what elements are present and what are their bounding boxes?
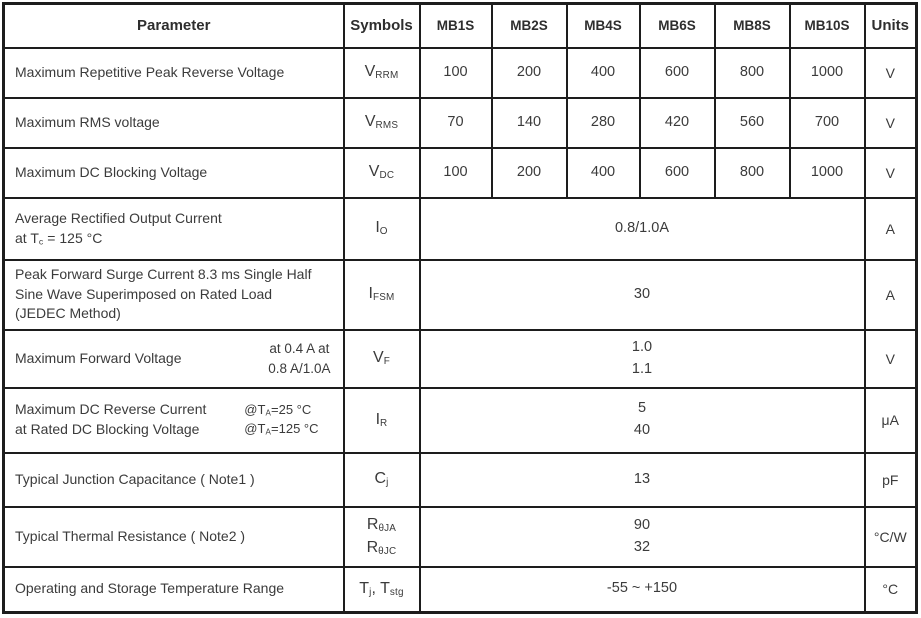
column-header-units: Units <box>865 4 917 48</box>
unit-cell-vrrm: V <box>865 48 917 98</box>
column-header-mb2s: MB2S <box>492 4 567 48</box>
value-cell-ifsm <box>420 260 865 330</box>
value-cell-tstg <box>420 567 865 613</box>
parameter-cell-vdc <box>4 148 344 198</box>
table-row-ir <box>4 388 917 453</box>
text-line: Maximum DC Blocking Voltage <box>15 163 208 180</box>
text-line: $@T_A=125$ °C <box>244 421 319 437</box>
value-cell-cj <box>420 453 865 507</box>
symbol-cell-io <box>344 198 420 260</box>
table-row-vf <box>4 330 917 388</box>
parameter-condition <box>268 339 330 378</box>
text-line: 40 <box>633 422 651 438</box>
symbol-cell-vf <box>344 330 420 388</box>
unit-cell-rth: °C/W <box>865 507 917 567</box>
unit-cell-vf: V <box>865 330 917 388</box>
parameter-text <box>15 63 284 83</box>
parameter-text <box>15 209 222 249</box>
value-cell-rth <box>420 507 865 567</box>
table-row-cj <box>4 453 917 507</box>
ratings-table <box>2 2 918 614</box>
text-line: 1.1 <box>631 360 653 377</box>
text-line: $V_{DC}$ <box>368 163 395 182</box>
text-line: Maximum Repetitive Peak Reverse Voltage <box>15 63 285 80</box>
parameter-text <box>15 400 206 440</box>
parameter-cell-tstg <box>4 567 344 613</box>
value-cell-vdc-mb1s: 100 <box>420 148 492 198</box>
table-header <box>4 4 917 48</box>
text-line: 1.0 <box>631 338 653 355</box>
value-cell-vf <box>420 330 865 388</box>
text-line: Operating and Storage Temperature Range <box>15 580 285 597</box>
unit-cell-ifsm: A <box>865 260 917 330</box>
value-cell-vrms-mb8s: 560 <box>715 98 790 148</box>
text-line: $I_R$ <box>375 410 388 429</box>
parameter-text <box>15 163 207 183</box>
text-line: 90 <box>633 516 651 533</box>
column-header-mb4s: MB4S <box>567 4 640 48</box>
text-line: at $T_c = 125$ °C <box>15 229 103 247</box>
text-line: Maximum RMS voltage <box>15 113 160 130</box>
value-cell-vrrm-mb2s: 200 <box>492 48 567 98</box>
text-line: 32 <box>633 538 651 555</box>
value-cell-vrms-mb4s: 280 <box>567 98 640 148</box>
value-cell-io <box>420 198 865 260</box>
table-row-ifsm <box>4 260 917 330</box>
unit-cell-vdc: V <box>865 148 917 198</box>
text-line: $I_{FSM}$ <box>368 285 395 304</box>
text-line: $V_{RMS}$ <box>364 113 399 132</box>
symbol-cell-cj <box>344 453 420 507</box>
text-line: at 0.4 A at <box>269 340 330 356</box>
value-cell-ir <box>420 388 865 453</box>
value-cell-vdc-mb8s: 800 <box>715 148 790 198</box>
text-line: 0.8 A/1.0A <box>268 360 331 376</box>
parameter-cell-ifsm <box>4 260 344 330</box>
text-line: (JEDEC Method) <box>15 305 121 322</box>
table-row-tstg <box>4 567 917 613</box>
column-header-mb6s: MB6S <box>640 4 715 48</box>
symbol-cell-vdc <box>344 148 420 198</box>
column-header-mb8s: MB8S <box>715 4 790 48</box>
text-line: 30 <box>633 285 651 302</box>
parameter-text <box>15 349 182 369</box>
symbol-cell-ifsm <box>344 260 420 330</box>
value-cell-vrms-mb10s: 700 <box>790 98 865 148</box>
symbol-cell-rth <box>344 507 420 567</box>
symbol-cell-vrms <box>344 98 420 148</box>
value-cell-vrrm-mb6s: 600 <box>640 48 715 98</box>
symbol-cell-ir <box>344 388 420 453</box>
unit-cell-vrms: V <box>865 98 917 148</box>
parameter-text <box>15 470 255 490</box>
parameter-text <box>15 579 284 599</box>
unit-cell-ir: μA <box>865 388 917 453</box>
unit-cell-cj: pF <box>865 453 917 507</box>
text-line: Typical Junction Capacitance ( Note1 ) <box>15 470 255 487</box>
column-header-symbols: Symbols <box>344 4 420 48</box>
parameter-text <box>15 527 245 547</box>
table-row-rth <box>4 507 917 567</box>
parameter-cell-vf <box>4 330 344 388</box>
parameter-cell-io <box>4 198 344 260</box>
parameter-text <box>15 265 311 325</box>
header-row <box>4 4 917 48</box>
text-line: $C_j$ <box>374 470 389 489</box>
text-line: Typical Thermal Resistance ( Note2 ) <box>15 527 246 544</box>
table-body <box>4 48 917 613</box>
value-cell-vrms-mb2s: 140 <box>492 98 567 148</box>
value-cell-vdc-mb10s: 1000 <box>790 148 865 198</box>
value-cell-vrrm-mb4s: 400 <box>567 48 640 98</box>
value-cell-vrms-mb1s: 70 <box>420 98 492 148</box>
parameter-cell-vrms <box>4 98 344 148</box>
column-header-mb1s: MB1S <box>420 4 492 48</box>
text-line: Maximum DC Reverse Current <box>15 401 207 418</box>
value-cell-vrrm-mb1s: 100 <box>420 48 492 98</box>
text-line: Sine Wave Superimposed on Rated Load <box>15 285 273 302</box>
parameter-cell-rth <box>4 507 344 567</box>
text-line: $R_{\theta JA}$ <box>366 516 397 535</box>
value-cell-vrms-mb6s: 420 <box>640 98 715 148</box>
parameter-cell-ir <box>4 388 344 453</box>
text-line: 5 <box>637 400 647 417</box>
unit-cell-tstg: °C <box>865 567 917 613</box>
value-cell-vdc-mb2s: 200 <box>492 148 567 198</box>
symbol-cell-vrrm <box>344 48 420 98</box>
column-header-mb10s: MB10S <box>790 4 865 48</box>
table-row-vrrm <box>4 48 917 98</box>
text-line: $I_O$ <box>375 219 388 238</box>
table-row-vdc <box>4 148 917 198</box>
text-line: $V_{RRM}$ <box>364 63 399 82</box>
text-line: $@T_A=25$ °C <box>244 402 312 418</box>
text-line: at Rated DC Blocking Voltage <box>15 421 200 437</box>
symbol-cell-tstg <box>344 567 420 613</box>
table-row-io <box>4 198 917 260</box>
parameter-condition <box>244 401 318 439</box>
value-cell-vrrm-mb10s: 1000 <box>790 48 865 98</box>
table-row-vrms <box>4 98 917 148</box>
column-header-parameter: Parameter <box>4 4 344 48</box>
parameter-cell-cj <box>4 453 344 507</box>
text-line: 0.8/1.0A <box>614 219 669 236</box>
value-cell-vrrm-mb8s: 800 <box>715 48 790 98</box>
text-line: -55 ~ +150 <box>606 580 678 597</box>
text-line: Average Rectified Output Current <box>15 209 222 226</box>
parameter-cell-vrrm <box>4 48 344 98</box>
text-line: $V_F$ <box>373 349 390 368</box>
parameter-text <box>15 113 160 133</box>
text-line: 13 <box>633 470 651 487</box>
text-line: Peak Forward Surge Current 8.3 ms Single Half <box>15 265 312 282</box>
text-line: $R_{\theta JC}$ <box>366 538 397 557</box>
value-cell-vdc-mb6s: 600 <box>640 148 715 198</box>
unit-cell-io: A <box>865 198 917 260</box>
value-cell-vdc-mb4s: 400 <box>567 148 640 198</box>
text-line: $T_j$, $T_{stg}$ <box>359 580 404 599</box>
text-line: Maximum Forward Voltage <box>15 349 182 366</box>
